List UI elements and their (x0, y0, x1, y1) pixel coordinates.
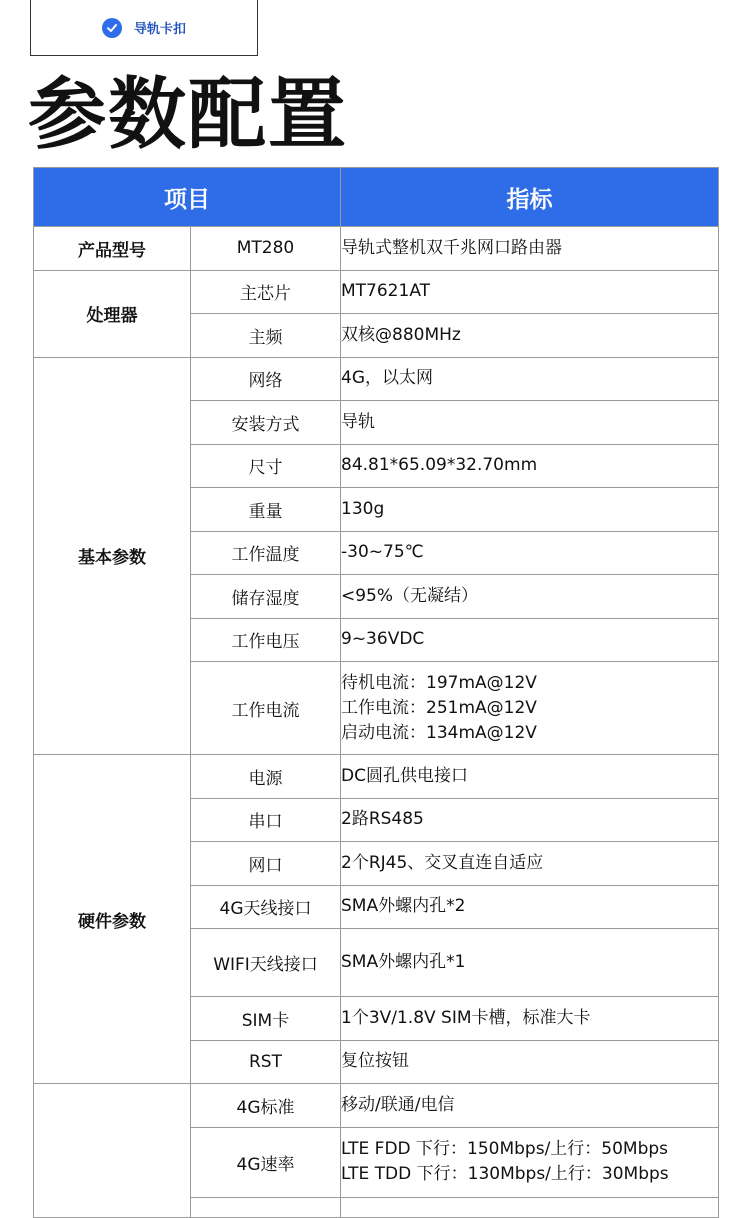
row-key: 主频 (191, 314, 341, 358)
product-tag (30, 0, 258, 56)
row-value: SMA外螺内孔*2 (341, 885, 719, 929)
spec-table (33, 167, 719, 1218)
table-row (34, 270, 719, 314)
row-key (191, 1197, 341, 1217)
row-value: 84.81*65.09*32.70mm (341, 444, 719, 488)
category-model: 产品型号 (34, 227, 191, 271)
header-spec: 指标 (341, 168, 719, 227)
row-key: 4G天线接口 (191, 885, 341, 929)
current-line: 工作电流：251mA@12V (341, 697, 537, 718)
table-row (34, 357, 719, 401)
table-header-row (34, 168, 719, 227)
row-key: 电源 (191, 755, 341, 799)
row-value: 2路RS485 (341, 798, 719, 842)
page-title: 参数配置 (28, 70, 349, 160)
model-value: MT280 (191, 227, 341, 271)
row-key: 网口 (191, 842, 341, 886)
header-item: 项目 (34, 168, 341, 227)
model-desc: 导轨式整机双千兆网口路由器 (341, 227, 719, 271)
category-hardware: 硬件参数 (34, 755, 191, 1084)
category-network (34, 1084, 191, 1218)
row-value: 4G，以太网 (341, 357, 719, 401)
check-circle-icon (102, 18, 122, 38)
row-key: SIM卡 (191, 997, 341, 1041)
row-value: SMA外螺内孔*1 (341, 929, 719, 997)
row-value: 移动/联通/电信 (341, 1084, 719, 1128)
row-key: RST (191, 1040, 341, 1084)
row-key: 串口 (191, 798, 341, 842)
row-value: MT7621AT (341, 270, 719, 314)
row-value: <95%（无凝结） (341, 575, 719, 619)
row-value: 双核@880MHz (341, 314, 719, 358)
row-value (341, 1197, 719, 1217)
category-processor: 处理器 (34, 270, 191, 357)
current-line: 待机电流：197mA@12V (341, 672, 537, 693)
row-value (341, 662, 719, 755)
row-value: 9~36VDC (341, 618, 719, 662)
row-value: DC圆孔供电接口 (341, 755, 719, 799)
table-row (34, 1084, 719, 1128)
category-basic: 基本参数 (34, 357, 191, 755)
row-key: 尺寸 (191, 444, 341, 488)
row-value: 复位按钮 (341, 1040, 719, 1084)
row-value: -30~75℃ (341, 531, 719, 575)
row-key: 重量 (191, 488, 341, 532)
current-line: 启动电流：134mA@12V (341, 722, 537, 743)
row-key: WIFI天线接口 (191, 929, 341, 997)
row-key: 储存湿度 (191, 575, 341, 619)
table-row (34, 755, 719, 799)
row-value: 导轨 (341, 401, 719, 445)
row-key: 网络 (191, 357, 341, 401)
row-key: 工作电流 (191, 662, 341, 755)
row-key: 工作温度 (191, 531, 341, 575)
speed-line: LTE FDD 下行：150Mbps/上行：50Mbps (341, 1139, 669, 1159)
row-key: 4G速率 (191, 1127, 341, 1197)
row-value: 2个RJ45、交叉直连自适应 (341, 842, 719, 886)
row-value (341, 1127, 719, 1197)
row-key: 安装方式 (191, 401, 341, 445)
row-value: 1个3V/1.8V SIM卡槽，标准大卡 (341, 997, 719, 1041)
row-key: 主芯片 (191, 270, 341, 314)
row-value: 130g (341, 488, 719, 532)
row-key: 4G标准 (191, 1084, 341, 1128)
product-tag-label: 导轨卡扣 (133, 22, 186, 37)
speed-line: LTE TDD 下行：130Mbps/上行：30Mbps (341, 1164, 669, 1184)
table-row (34, 227, 719, 271)
row-key: 工作电压 (191, 618, 341, 662)
